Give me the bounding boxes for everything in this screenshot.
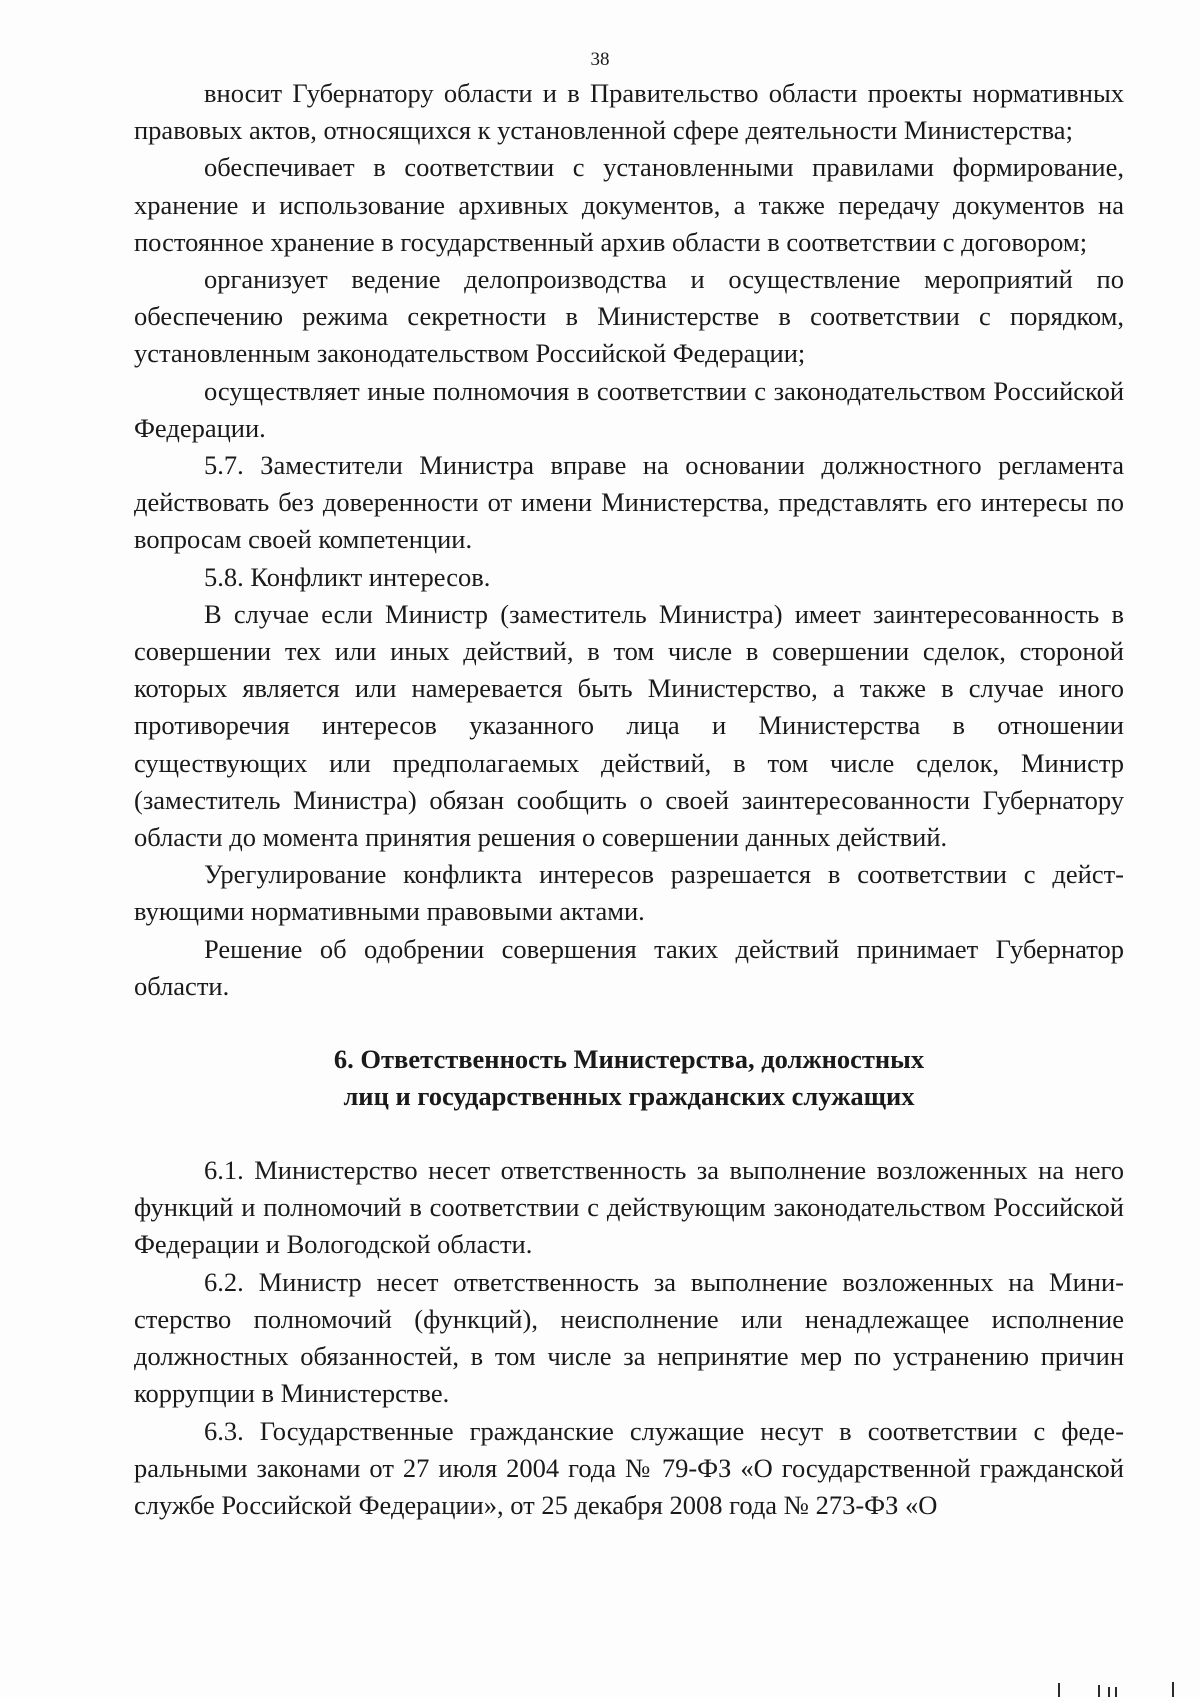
paragraph-6-1: 6.1. Министерство несет ответственность за выполнение возложенных на него функций и полномочий в соответствии с действующим законодательством Российской Федерации и Вологодской области. [134,1155,1124,1260]
paragraph-5-7-deputies: 5.7. Заместители Министра вправе на основании должностного регламента действовать без доверенности от имени Министерства, представлять его интересы по вопросам своей компетенции. [134,450,1124,555]
scan-artifact [1098,1685,1100,1697]
paragraph-submits-drafts: вносит Губернатору области и в Правительство области проекты нормативных правовых актов, относящихся к установленной сфере деятельности Министерства; [134,78,1124,146]
paragraph-other-powers: осуществляет иные полномочия в соответствии с законодательством Российской Федерации. [134,375,1124,443]
paragraph-secrecy-regime: организует ведение делопроизводства и осуществление мероприятий по обеспечению режима секретности в Министерстве в соответствии с порядком, установленным законодательством Российской Федерации; [134,264,1124,369]
section-6-heading [134,1041,1124,1115]
scan-artifact [1058,1683,1060,1697]
paragraph-archive-documents: обеспечивает в соответствии с установленными правилами формирование, хранение и использование архивных документов, а также передачу документов на постоянное хранение в государственный архив области в соответствии с договором; [134,152,1124,257]
paragraph-approval-decision: Решение об одобрении совершения таких действий принимает Губернатор области. [134,933,1124,1001]
paragraph-5-8-conflict: 5.8. Конфликт интересов. [204,561,491,592]
paragraph-6-3: 6.3. Государственные гражданские служащие несут в соответствии с федеральными законами от 27 июля 2004 года № 79-ФЗ «О государственной гражданской службе Российской Федерации», от 25 декабря 2008 года № 273-ФЗ «О [134,1415,1124,1520]
page-number: 38 [590,49,610,70]
section-heading-line-2: лиц и государственных гражданских служащих [343,1081,915,1112]
paragraph-6-2: 6.2. Министр несет ответственность за выполнение возложенных на Министерство полномочий (функций), неисполнение или ненадлежащее исполнение должностных обязанностей, в том числе за непринятие мер по устранению причин коррупции в Министерстве. [134,1266,1124,1409]
document-body [134,75,1124,1524]
section-heading-line-1: 6. Ответственность Министерства, должностных [333,1044,925,1075]
scan-artifact [1115,1687,1117,1697]
paragraph-conflict-case: В случае если Министр (заместитель Министра) имеет заинтересованность в совершении тех или иных действий, в том числе в совершении сделок, стороной которых является или намеревается быть Министерство, а также в случае иного противоречия интересов указанного лица и Министерства в отношении существующих или предполагаемых действий, в том числе сделок, Министр (заместитель Министра) обязан сообщить о своей заинтересованности Губернатору области до момента принятия решения о совершении данных действий. [134,598,1124,853]
paragraph-conflict-settlement: Урегулирование конфликта интересов разрешается в соответствии с действующими нормативными правовыми актами. [134,859,1124,927]
scan-artifact [1108,1687,1110,1697]
scan-artifact [1172,1682,1174,1697]
